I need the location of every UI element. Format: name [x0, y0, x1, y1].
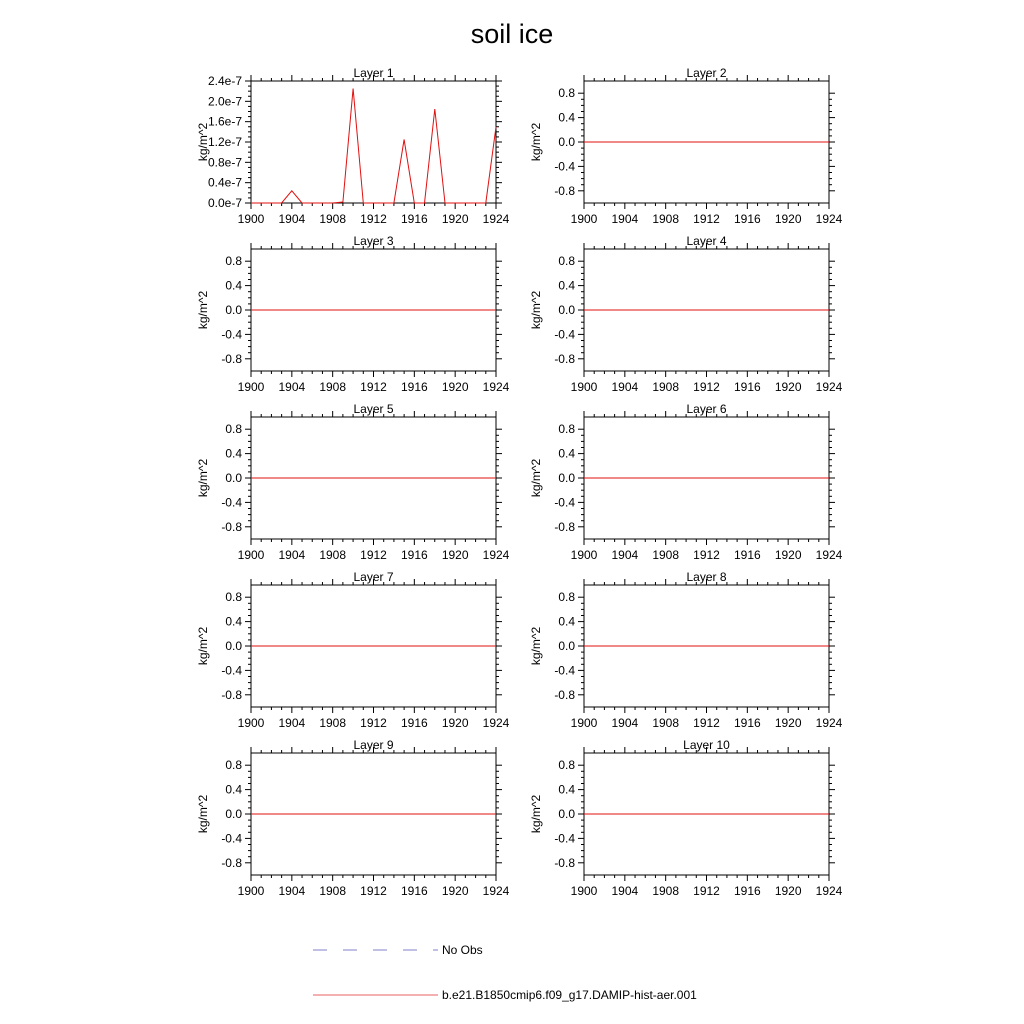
x-tick-label: 1900: [237, 380, 265, 394]
y-tick-label: 2.0e-7: [207, 94, 242, 109]
y-tick-label: 0.4: [225, 446, 242, 461]
y-tick-label: -0.8: [221, 351, 242, 366]
x-tick-label: 1920: [774, 884, 802, 898]
y-tick-label: 0.0: [558, 639, 575, 653]
y-tick-label: 0.0: [558, 135, 575, 149]
y-tick-label: 0.4: [558, 614, 575, 629]
panel-layer-9: [196, 738, 510, 898]
x-tick-label: 1912: [360, 548, 387, 562]
y-axis-label: kg/m^2: [196, 122, 210, 162]
y-tick-label: 0.0: [225, 471, 242, 485]
y-tick-label: -0.8: [554, 351, 575, 366]
y-tick-label: -0.4: [554, 831, 575, 846]
y-tick-label: -0.8: [221, 519, 242, 534]
x-tick-label: 1900: [237, 548, 265, 562]
x-tick-label: 1900: [570, 548, 598, 562]
legend-label: b.e21.B1850cmip6.f09_g17.DAMIP-hist-aer.001: [442, 988, 697, 1002]
y-tick-label: 0.0: [225, 639, 242, 653]
y-tick-label: 0.0: [558, 807, 575, 821]
y-tick-label: 0.4: [558, 446, 575, 461]
x-tick-label: 1908: [652, 884, 680, 898]
x-tick-label: 1920: [774, 212, 802, 226]
x-tick-label: 1904: [611, 380, 639, 394]
x-tick-label: 1900: [237, 884, 265, 898]
x-tick-label: 1908: [652, 716, 680, 730]
x-tick-label: 1908: [319, 716, 347, 730]
y-tick-label: -0.4: [221, 663, 242, 678]
x-tick-label: 1920: [441, 380, 469, 394]
y-tick-label: 0.8: [558, 758, 575, 773]
x-tick-label: 1904: [611, 884, 639, 898]
panel-title: Layer 10: [683, 738, 730, 752]
x-tick-label: 1924: [482, 212, 510, 226]
x-tick-label: 1916: [733, 212, 761, 226]
x-tick-label: 1904: [611, 212, 639, 226]
x-tick-label: 1924: [815, 884, 843, 898]
y-tick-label: -0.8: [554, 519, 575, 534]
x-tick-label: 1916: [733, 716, 761, 730]
figure-title: soil ice: [470, 19, 554, 49]
panel-title: Layer 4: [686, 234, 727, 248]
legend-label: No Obs: [442, 943, 483, 957]
x-tick-label: 1924: [815, 212, 843, 226]
x-tick-label: 1916: [733, 380, 761, 394]
y-tick-label: 0.4: [558, 782, 575, 797]
x-tick-label: 1900: [237, 212, 265, 226]
y-tick-label: -0.4: [554, 159, 575, 174]
panel-layer-8: [529, 570, 843, 730]
y-tick-label: -0.4: [221, 831, 242, 846]
x-tick-label: 1912: [693, 212, 720, 226]
panel-layer-3: [196, 234, 510, 394]
x-tick-label: 1924: [482, 548, 510, 562]
x-tick-label: 1904: [278, 548, 306, 562]
y-tick-label: -0.4: [554, 663, 575, 678]
y-tick-label: 0.8: [225, 254, 242, 269]
y-tick-label: 0.4: [225, 614, 242, 629]
y-tick-label: 0.4e-7: [207, 175, 242, 190]
x-tick-label: 1916: [733, 548, 761, 562]
panel-title: Layer 6: [686, 402, 727, 416]
x-tick-label: 1924: [482, 380, 510, 394]
x-tick-label: 1900: [570, 380, 598, 394]
y-tick-label: 0.8: [558, 590, 575, 605]
x-tick-label: 1912: [360, 380, 387, 394]
x-tick-label: 1916: [400, 716, 428, 730]
y-tick-label: -0.8: [554, 183, 575, 198]
x-tick-label: 1912: [693, 380, 720, 394]
y-tick-label: 0.0: [558, 471, 575, 485]
y-axis-label: kg/m^2: [529, 794, 543, 834]
x-tick-label: 1924: [815, 716, 843, 730]
y-tick-label: 0.4: [225, 782, 242, 797]
x-tick-label: 1904: [278, 716, 306, 730]
panel-layer-4: [529, 234, 843, 394]
x-tick-label: 1920: [441, 212, 469, 226]
panel-title: Layer 3: [353, 234, 394, 248]
x-tick-label: 1908: [319, 548, 347, 562]
x-tick-label: 1900: [570, 884, 598, 898]
x-tick-label: 1920: [441, 716, 469, 730]
x-tick-label: 1920: [774, 548, 802, 562]
x-tick-label: 1900: [570, 716, 598, 730]
y-tick-label: -0.8: [221, 687, 242, 702]
x-tick-label: 1908: [319, 380, 347, 394]
panel-title: Layer 8: [686, 570, 727, 584]
x-tick-label: 1924: [482, 884, 510, 898]
y-axis-label: kg/m^2: [529, 458, 543, 498]
x-tick-label: 1912: [360, 212, 387, 226]
y-tick-label: -0.4: [554, 495, 575, 510]
panel-grid: [196, 66, 843, 898]
x-tick-label: 1908: [652, 548, 680, 562]
panel-title: Layer 1: [353, 66, 394, 80]
panel-layer-7: [196, 570, 510, 730]
x-tick-label: 1912: [360, 884, 387, 898]
y-tick-label: 0.8: [225, 590, 242, 605]
y-tick-label: 0.8: [225, 758, 242, 773]
plot-frame: [251, 81, 496, 203]
x-tick-label: 1908: [652, 380, 680, 394]
y-axis-label: kg/m^2: [529, 626, 543, 666]
x-tick-label: 1920: [774, 380, 802, 394]
panel-title: Layer 7: [353, 570, 394, 584]
x-tick-label: 1912: [693, 716, 720, 730]
panel-layer-1: [196, 66, 510, 226]
x-tick-label: 1916: [400, 548, 428, 562]
y-axis-label: kg/m^2: [196, 290, 210, 330]
y-tick-label: 0.0: [558, 303, 575, 317]
y-tick-label: -0.4: [221, 327, 242, 342]
y-axis-label: kg/m^2: [529, 122, 543, 162]
y-tick-label: 0.0: [225, 807, 242, 821]
x-tick-label: 1924: [815, 380, 843, 394]
y-tick-label: -0.8: [554, 687, 575, 702]
x-tick-label: 1924: [482, 716, 510, 730]
y-axis-label: kg/m^2: [196, 458, 210, 498]
series-line: [251, 89, 496, 203]
y-tick-label: 2.4e-7: [207, 74, 242, 88]
y-tick-label: -0.4: [221, 495, 242, 510]
y-tick-label: 1.2e-7: [207, 135, 242, 149]
y-tick-label: 0.8: [558, 86, 575, 101]
x-tick-label: 1916: [400, 884, 428, 898]
y-tick-label: 0.0e-7: [207, 196, 242, 210]
x-tick-label: 1916: [733, 884, 761, 898]
x-tick-label: 1920: [774, 716, 802, 730]
y-axis-label: kg/m^2: [196, 794, 210, 834]
x-tick-label: 1912: [360, 716, 387, 730]
panel-title: Layer 5: [353, 402, 394, 416]
y-tick-label: -0.8: [221, 855, 242, 870]
x-tick-label: 1924: [815, 548, 843, 562]
x-tick-label: 1916: [400, 380, 428, 394]
panel-layer-6: [529, 402, 843, 562]
x-tick-label: 1908: [652, 212, 680, 226]
x-tick-label: 1912: [693, 884, 720, 898]
y-tick-label: 0.8: [558, 254, 575, 269]
y-tick-label: 0.0: [225, 303, 242, 317]
y-tick-label: 0.8: [225, 422, 242, 437]
panel-layer-2: [529, 66, 843, 226]
x-tick-label: 1904: [278, 212, 306, 226]
y-tick-label: -0.4: [554, 327, 575, 342]
x-tick-label: 1904: [611, 716, 639, 730]
y-tick-label: 0.4: [558, 110, 575, 125]
x-tick-label: 1908: [319, 884, 347, 898]
x-tick-label: 1912: [693, 548, 720, 562]
y-tick-label: 1.6e-7: [207, 114, 242, 129]
y-tick-label: 0.8: [558, 422, 575, 437]
x-tick-label: 1904: [611, 548, 639, 562]
legend: [313, 943, 697, 1002]
y-axis-label: kg/m^2: [196, 626, 210, 666]
x-tick-label: 1920: [441, 884, 469, 898]
x-tick-label: 1908: [319, 212, 347, 226]
panel-layer-5: [196, 402, 510, 562]
y-axis-label: kg/m^2: [529, 290, 543, 330]
x-tick-label: 1916: [400, 212, 428, 226]
x-tick-label: 1904: [278, 884, 306, 898]
y-tick-label: -0.8: [554, 855, 575, 870]
x-tick-label: 1900: [237, 716, 265, 730]
x-tick-label: 1900: [570, 212, 598, 226]
x-tick-label: 1904: [278, 380, 306, 394]
panel-title: Layer 9: [353, 738, 394, 752]
x-tick-label: 1920: [441, 548, 469, 562]
y-tick-label: 0.4: [558, 278, 575, 293]
panel-layer-10: [529, 738, 843, 898]
y-tick-label: 0.4: [225, 278, 242, 293]
panel-title: Layer 2: [686, 66, 727, 80]
y-tick-label: 0.8e-7: [207, 155, 242, 170]
